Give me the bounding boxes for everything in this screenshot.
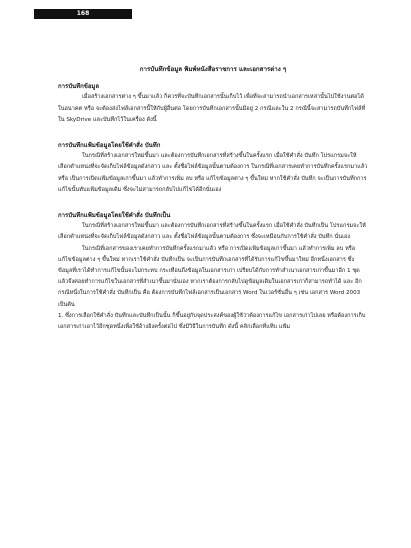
section-paragraph: ในกรณีที่สร้างเอกสารใหม่ขึ้นมา และต้องการบันทึกเอกสารที่สร้างขึ้นในครั้งแรก เมื่อใช้คำสั่ง บันทึก โปรแกรมจะให้เลือกตำแหน่งที่จะจัดเก็บไฟล์ข้อมูลดังกล่าว และ ตั้งชื่อไฟล์ข้อมูลนั้นตามต้องการ ในกรณีที่เอกสารเคยทำการบันทึกครั้งแรกมาแล้ว หรือ เป็นการเปิดแฟ้มข้อมูลเก่าขึ้นมา แล้วทำการเพิ่ม ลบ หรือ แก้ไขข้อมูลต่าง ๆ ขึ้นใหม่ หากใช้คำสั่ง บันทึก จะเป็นการบันทึกการแก้ไขนั้นทับแฟ้มข้อมูลเดิม ซึ่งจะไม่สามารถกลับไปแก้ไขได้อีกนั่นเอง [58,153,368,193]
document-title: การบันทึกข้อมูล พิมพ์หนังสือราชการ และเอกสารต่าง ๆ [139,66,287,73]
page-number-bar [34,9,132,19]
section-heading-save-data: การบันทึกข้อมูล [58,83,100,91]
section-paragraph: ในกรณีที่สร้างเอกสารใหม่ขึ้นมา และต้องการบันทึกเอกสารที่สร้างขึ้นในครั้งแรก เมื่อใช้คำสั่ง บันทึกเป็น โปรแกรมจะให้เลือกตำแหน่งที่จะจัดเก็บไฟล์ข้อมูลดังกล่าว และ ตั้งชื่อไฟล์ข้อมูลนั้นตามต้องการ ซึ่งจะเหมือนกับการใช้คำสั่ง บันทึก นั่นเอง [58,223,366,241]
section-heading-save-command: การบันทึกแฟ้มข้อมูลโดยใช้คำสั่ง บันทึก [58,142,161,150]
page-number: 168 [76,10,90,17]
numbered-step: 1. ซึ่งการเลือกใช้คำสั่ง บันทึกและบันทึกเป็นนั้น ก็ขึ้นอยู่กับจุดประสงค์ของผู้ใช้ว่าต้องการแก้ไข เอกสารเก่าไปเลย หรือต้องการเก็บเอกสารเก่าเอาไว้อีกชุดหนึ่งเพื่อใช้อ้างอิงครั้งต่อไป ซึ่งมีวิธีในการบันทึก ดังนี้ คลิกเลือกที่แท็บ แฟ้ม [58,312,366,331]
spacer [58,196,368,210]
document-body [58,64,368,333]
spacer [58,126,368,140]
section-paragraph: ในกรณีที่เอกสารของเราเคยทำการบันทึกครั้งแรกมาแล้ว หรือ การเปิดแฟ้มข้อมูลเก่าขึ้นมา แล้วทำการเพิ่ม ลบ หรือ แก้ไขข้อมูลต่าง ๆ ขึ้นใหม่ หากเราใช้คำสั่ง บันทึกเป็น จะเป็นการบันทึกเอกสารที่ได้รับการแก้ไขขึ้นมาใหม่ อีกหนึ่งเอกสาร ซึ่งข้อมูลที่เราได้ทำการแก้ไขนั้นจะไม่กระทบ กระเทือนถึงข้อมูลในเอกสารเก่า เปรียบได้กับการทำสำเนาเอกสารเก่าขึ้นมาอีก 1 ชุด แล้วจึงค่อยทำการแก้ไขในเอกสารที่สำเนาขึ้นมานั่นเอง หากเราต้องการกลับไปดูข้อมูลเดิมในเอกสารเก่าก็สามารถทำได้ และ อีกกรณีหนึ่งในการใช้คำสั่ง บันทึกเป็น คือ ต้องการบันทึกไฟล์เอกสารเป็นเอกสาร Word ในเวอร์ชั่นอื่น ๆ เช่น เอกสาร Word 2003 เป็นต้น [58,245,362,308]
section-paragraph: เมื่อสร้างเอกสารต่าง ๆ ขึ้นมาแล้ว ก็ควรที่จะบันทึกเอกสารนั้นเก็บไว้ เพื่อที่จะสามารถนำเอกสารเหล่านั้นไปใช้งานต่อได้ในอนาคต หรือ จะต้องส่งไฟล์เอกสารนี้ให้กับผู้อื่นต่อ โดยการบันทึกเอกสารนั้นมีอยู่ 2 กรณีและใน 2 กรณีนี้จะสามารถบันทึกไฟล์ที่ใน SkyDrive และบันทึกไว้ในเครื่อง ดังนี้ [58,94,366,123]
section-heading-save-as-command: การบันทึกแฟ้มข้อมูลโดยใช้คำสั่ง บันทึกเป็น [58,212,171,220]
